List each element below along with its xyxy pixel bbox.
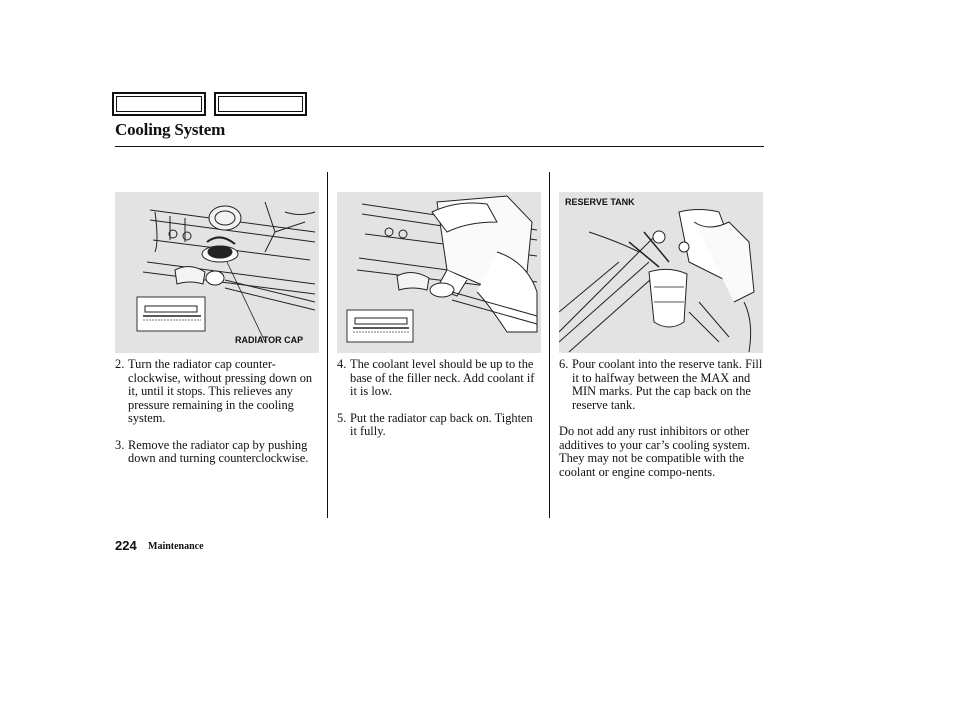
- title-rule: [115, 146, 764, 147]
- reserve-tank-illustration: [559, 192, 763, 353]
- step-5-text: Put the radiator cap back on. Tighten it fully.: [350, 410, 533, 438]
- section-name: Maintenance: [148, 541, 204, 552]
- step-2-text: Turn the radiator cap counter-clockwise, without pressing down on it, until it stops. This relieves any pressure remaining in the cooling system.: [128, 357, 313, 425]
- step-6-text: Pour coolant into the reserve tank. Fill it to halfway between the MAX and MIN marks. Put the cap back on the reserve tank.: [572, 357, 763, 412]
- column-divider-1: [327, 172, 328, 518]
- column-3: [559, 358, 765, 479]
- nav-tab-box-1[interactable]: [112, 92, 206, 116]
- reserve-tank-label: RESERVE TANK: [565, 197, 635, 207]
- column-2: [337, 358, 541, 452]
- additives-warning: Do not add any rust inhibitors or other additives to your car’s cooling system. They may not be compatible with the coolant or engine compo-nents.: [559, 424, 751, 479]
- step-4: 4. The coolant level should be up to the base of the filler neck. Add coolant if it is low.: [337, 357, 535, 398]
- step-5: 5. Put the radiator cap back on. Tighten it fully.: [337, 410, 533, 438]
- step-6: 6. Pour coolant into the reserve tank. Fill it to halfway between the MAX and MIN marks. Put the cap back on the reserve tank.: [559, 357, 763, 412]
- column-1: [115, 358, 321, 479]
- radiator-cap-label: RADIATOR CAP: [235, 335, 304, 345]
- column-divider-2: [549, 172, 550, 518]
- step-3-text: Remove the radiator cap by pushing down and turning counterclockwise.: [128, 437, 309, 465]
- nav-tab-box-2[interactable]: [214, 92, 307, 116]
- step-4-text: The coolant level should be up to the base of the filler neck. Add coolant if it is low.: [350, 357, 535, 398]
- coolant-pouring-illustration: [337, 192, 541, 353]
- page-title: Cooling System: [115, 120, 226, 139]
- step-3: 3. Remove the radiator cap by pushing down and turning counterclockwise.: [115, 437, 309, 465]
- radiator-cap-illustration: [115, 192, 319, 353]
- step-2: 2. Turn the radiator cap counter-clockwise, without pressing down on it, until it stops. This relieves any pressure remaining in the cooling system.: [115, 357, 313, 425]
- page-number: 224: [115, 538, 137, 553]
